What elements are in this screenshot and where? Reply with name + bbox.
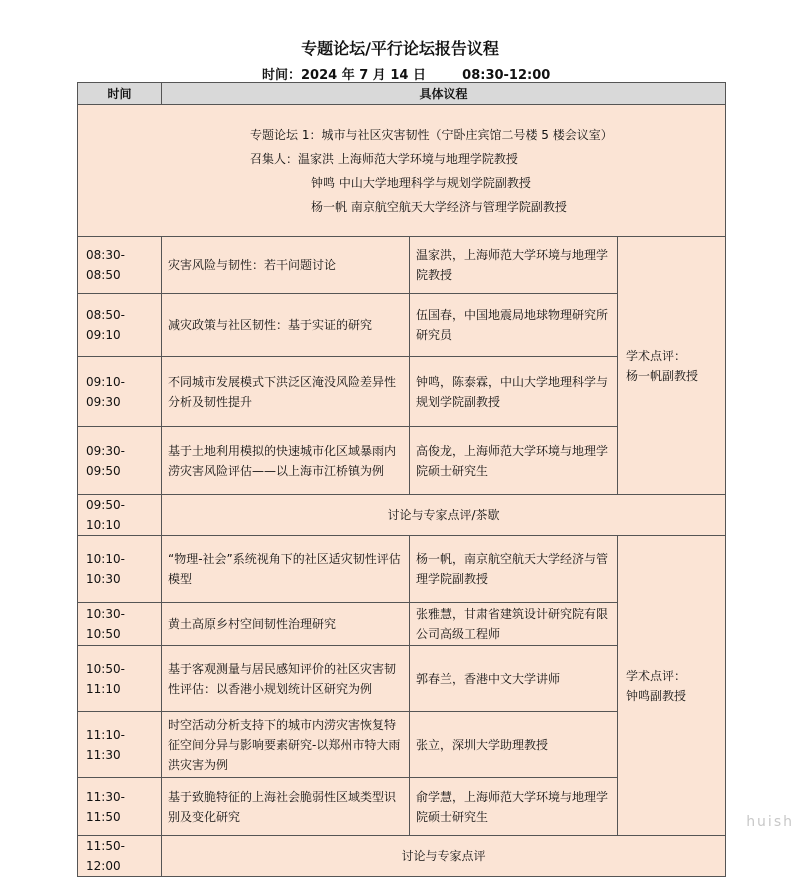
session2-reviewer (618, 536, 726, 836)
page-title: 专题论坛/平行论坛报告议程 (301, 39, 499, 58)
col-time-header: 时间 (78, 83, 162, 105)
convener-2: 钟鸣 中山大学地理科学与规划学院副教授 (311, 175, 531, 190)
table-row (78, 237, 726, 294)
date-line: 时间：2024 年 7 月 14 日 08:30-12:00 (262, 68, 551, 83)
row-speaker: 郭春兰，香港中文大学讲师 (410, 646, 618, 712)
row-time: 10:30-10:50 (78, 603, 162, 646)
row-speaker: 温家洪，上海师范大学环境与地理学院教授 (410, 237, 618, 294)
row-topic: 基于客观测量与居民感知评价的社区灾害韧性评估：以香港小规划统计区研究为例 (162, 646, 410, 712)
agenda-table (77, 82, 726, 877)
break-time: 11:50-12:00 (78, 836, 162, 877)
row-time: 10:50-11:10 (78, 646, 162, 712)
row-topic: 灾害风险与韧性：若干问题讨论 (162, 237, 410, 294)
break-row (78, 495, 726, 536)
forum-title: 专题论坛 1：城市与社区灾害韧性（宁卧庄宾馆二号楼 5 楼会议室） (250, 127, 613, 142)
watermark: huish (746, 814, 794, 830)
row-time: 11:10-11:30 (78, 712, 162, 778)
row-time: 09:30-09:50 (78, 427, 162, 495)
row-speaker: 张立，深圳大学助理教授 (410, 712, 618, 778)
row-topic: 不同城市发展模式下洪泛区淹没风险差异性分析及韧性提升 (162, 357, 410, 427)
row-speaker: 俞学慧，上海师范大学环境与地理学院硕士研究生 (410, 778, 618, 836)
break-row (78, 836, 726, 877)
row-topic: 时空活动分析支持下的城市内涝灾害恢复特征空间分异与影响要素研究-以郑州市特大雨洪灾害为例 (162, 712, 410, 778)
row-topic: 基于致脆特征的上海社会脆弱性区域类型识别及变化研究 (162, 778, 410, 836)
row-speaker: 张雅慧，甘肃省建筑设计研究院有限公司高级工程师 (410, 603, 618, 646)
row-speaker: 杨一帆，南京航空航天大学经济与管理学院副教授 (410, 536, 618, 603)
convener-1: 温家洪 上海师范大学环境与地理学院教授 (298, 151, 518, 166)
break-label: 讨论与专家点评/茶歇 (162, 495, 726, 536)
reviewer-name: 杨一帆副教授 (626, 368, 699, 383)
row-speaker: 高俊龙，上海师范大学环境与地理学院硕士研究生 (410, 427, 618, 495)
row-speaker: 钟鸣，陈泰霖，中山大学地理科学与规划学院副教授 (410, 357, 618, 427)
convener-line (250, 147, 725, 171)
convener-3: 杨一帆 南京航空航天大学经济与管理学院副教授 (311, 199, 567, 214)
row-time: 11:30-11:50 (78, 778, 162, 836)
col-agenda-header: 具体议程 (162, 83, 726, 105)
reviewer-label: 学术点评： (626, 348, 687, 363)
reviewer-name: 钟鸣副教授 (626, 688, 687, 703)
row-topic: 基于土地利用模拟的快速城市化区域暴雨内涝灾害风险评估——以上海市江桥镇为例 (162, 427, 410, 495)
row-topic: “物理-社会”系统视角下的社区适灾韧性评估模型 (162, 536, 410, 603)
row-topic: 减灾政策与社区韧性：基于实证的研究 (162, 294, 410, 357)
row-time: 08:30-08:50 (78, 237, 162, 294)
row-time: 08:50-09:10 (78, 294, 162, 357)
row-time: 09:10-09:30 (78, 357, 162, 427)
forum-intro-row (78, 105, 726, 237)
convener-label: 召集人： (250, 151, 299, 166)
row-topic: 黄土高原乡村空间韧性治理研究 (162, 603, 410, 646)
table-header-row (78, 83, 726, 105)
table-row (78, 536, 726, 603)
forum-intro (78, 105, 726, 237)
break-label: 讨论与专家点评 (162, 836, 726, 877)
session1-reviewer (618, 237, 726, 495)
row-speaker: 伍国春，中国地震局地球物理研究所研究员 (410, 294, 618, 357)
reviewer-label: 学术点评： (626, 668, 687, 683)
break-time: 09:50-10:10 (78, 495, 162, 536)
row-time: 10:10-10:30 (78, 536, 162, 603)
